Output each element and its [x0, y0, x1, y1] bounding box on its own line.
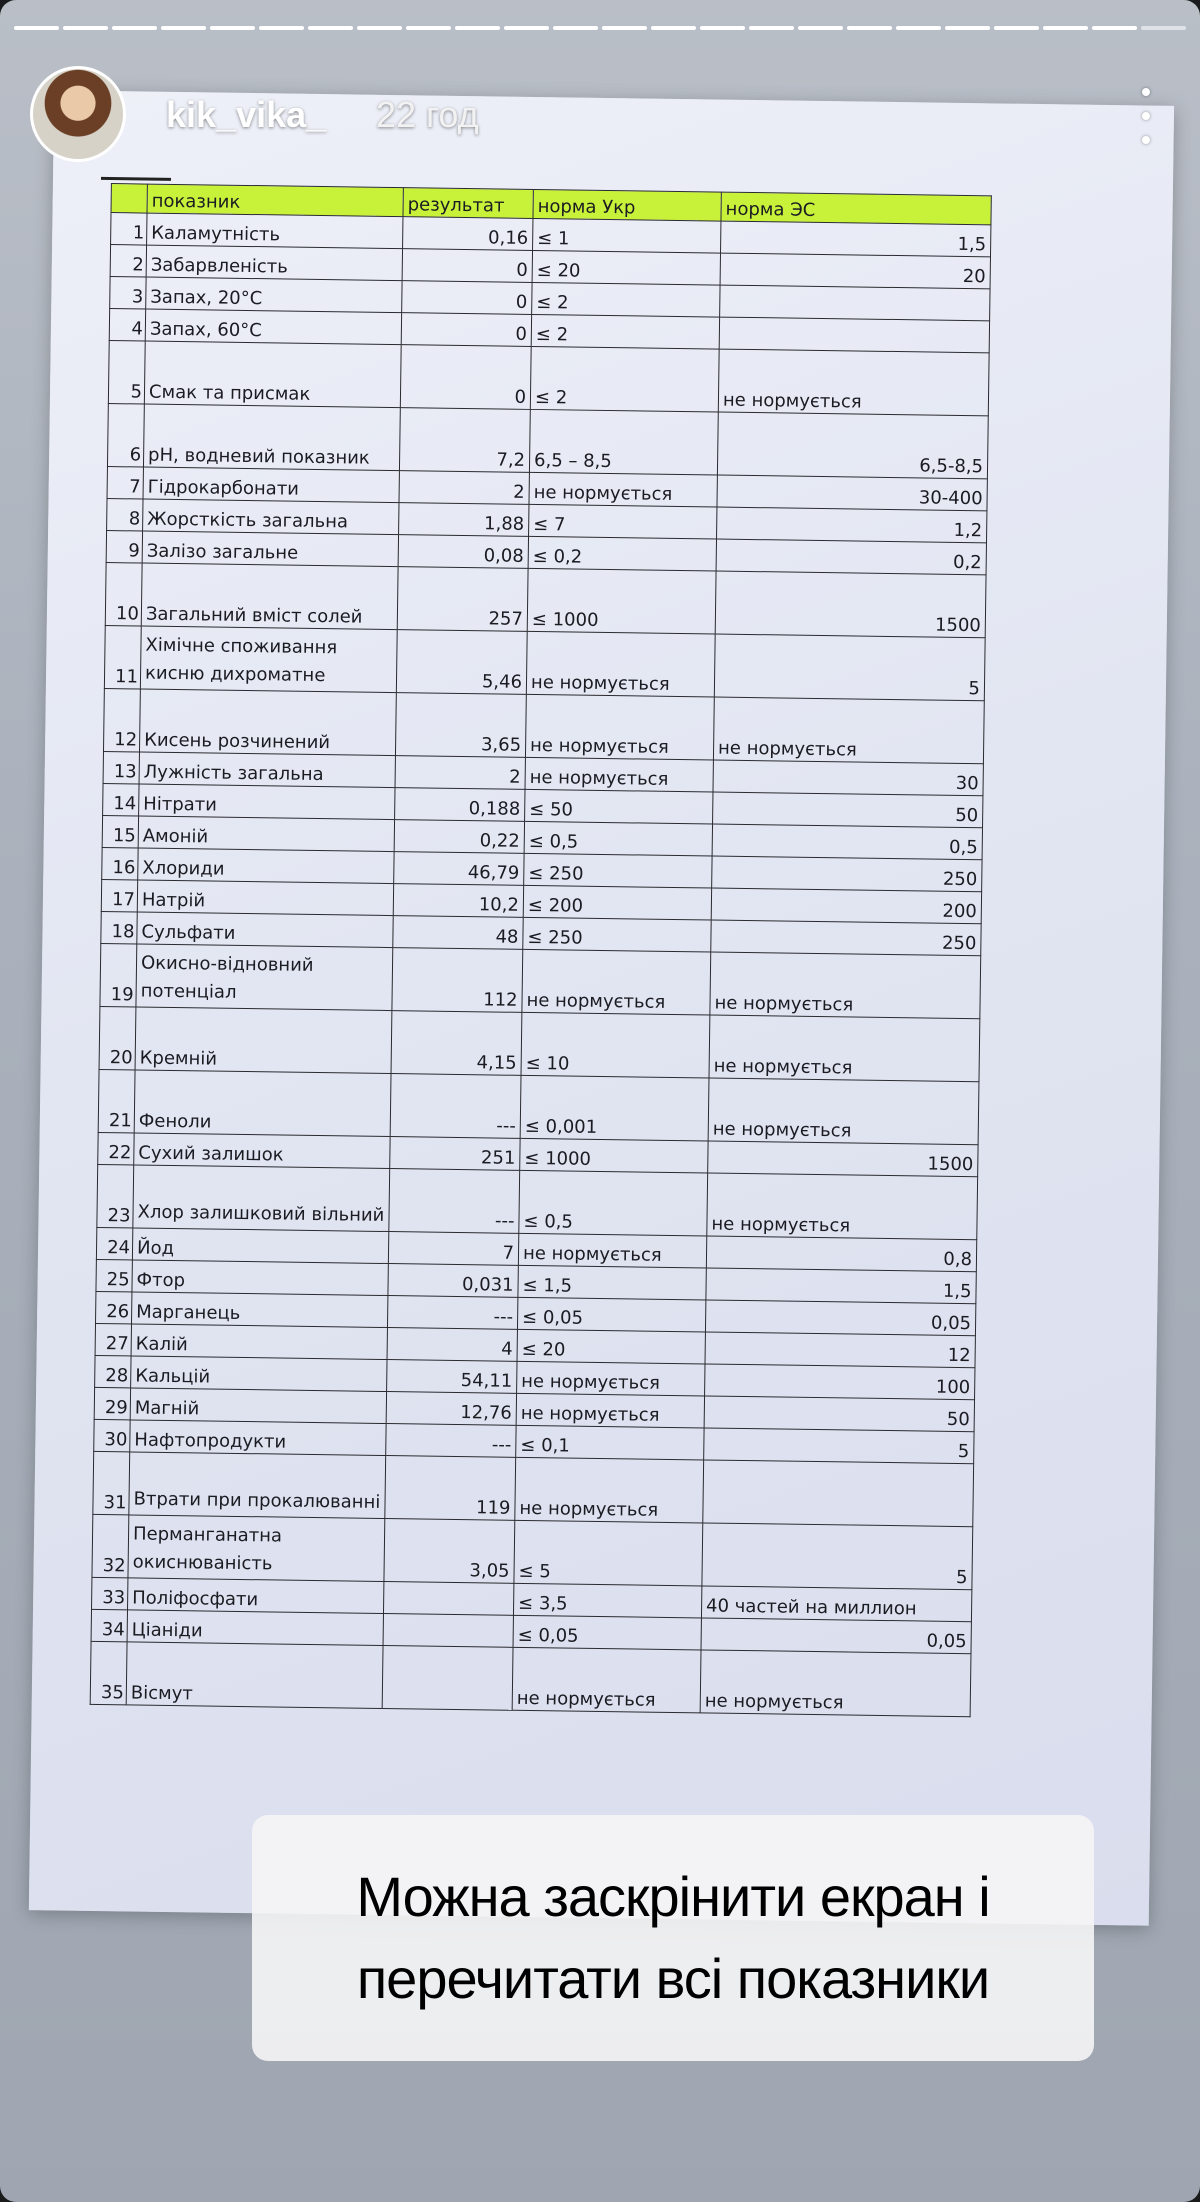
- norm-ukr-value: 6,5 – 8,5: [529, 409, 718, 475]
- result-value: 4,15: [391, 1011, 522, 1076]
- norm-ukr-value: ≤ 20: [532, 250, 720, 285]
- result-value: 119: [385, 1456, 516, 1521]
- result-value: ---: [390, 1074, 521, 1139]
- norm-es-value: 30-400: [717, 475, 987, 511]
- result-value: 0,08: [398, 535, 528, 569]
- norm-ukr-value: ≤ 2: [531, 314, 719, 349]
- row-number: 31: [93, 1451, 130, 1514]
- progress-segment: [210, 26, 255, 30]
- result-value: 46,79: [394, 852, 524, 886]
- indicator-name: Загальний вміст солей: [141, 563, 398, 630]
- row-number: 1: [111, 213, 147, 245]
- result-value: 0: [402, 281, 532, 315]
- row-number: 23: [97, 1164, 134, 1227]
- header-norm-es: норма ЭС: [721, 192, 991, 225]
- norm-es-value: 30: [713, 760, 983, 796]
- norm-ukr-value: ≤ 0,05: [513, 1615, 701, 1650]
- row-number: 12: [103, 689, 140, 752]
- norm-es-value: [703, 1460, 974, 1527]
- progress-segment: [63, 26, 108, 30]
- norm-es-value: не нормується: [709, 1015, 980, 1082]
- progress-segment: [994, 26, 1039, 30]
- row-number: 10: [105, 563, 142, 626]
- norm-ukr-value: не нормується: [516, 1393, 704, 1428]
- norm-ukr-value: ≤ 0,001: [520, 1075, 709, 1141]
- norm-ukr-value: ≤ 0,5: [519, 1170, 708, 1236]
- result-value: 0: [401, 313, 531, 347]
- header-num: [111, 184, 147, 213]
- norm-ukr-value: ≤ 1: [533, 218, 721, 253]
- result-value: 54,11: [387, 1360, 517, 1394]
- norm-es-value: не нормується: [700, 1650, 971, 1717]
- norm-ukr-value: ≤ 20: [517, 1329, 705, 1364]
- row-number: 32: [92, 1514, 129, 1577]
- avatar[interactable]: [30, 66, 126, 162]
- row-number: 26: [96, 1291, 132, 1323]
- indicator-name: Магній: [130, 1388, 386, 1424]
- more-options-icon[interactable]: [1136, 88, 1156, 144]
- indicator-name: Окисно-відновний потенціал: [136, 944, 393, 1011]
- result-value: ---: [389, 1169, 520, 1234]
- indicator-name: Лужність загальна: [139, 752, 395, 788]
- indicator-name: Забарвленість: [146, 245, 402, 281]
- indicator-name: Хлор залишковий вільний: [133, 1165, 390, 1232]
- norm-es-value: 1500: [708, 1141, 978, 1177]
- row-number: 22: [98, 1132, 134, 1164]
- progress-segment: [259, 26, 304, 30]
- indicator-name: Йод: [132, 1228, 388, 1264]
- row-number: 4: [109, 309, 145, 341]
- indicator-name: Запах, 20°С: [146, 277, 402, 313]
- row-number: 13: [103, 752, 139, 784]
- result-value: 2: [395, 756, 525, 790]
- story-caption: [252, 1815, 1094, 2061]
- row-number: 17: [101, 879, 137, 911]
- norm-ukr-value: не нормується: [525, 694, 714, 760]
- result-value: 0: [402, 249, 532, 283]
- header-indicator: показник: [147, 184, 403, 217]
- result-value: 2: [399, 471, 529, 505]
- username[interactable]: kik_vika_: [166, 94, 327, 135]
- norm-es-value: не нормується: [708, 1078, 979, 1145]
- progress-segment: [1141, 26, 1186, 30]
- progress-segment: [847, 26, 892, 30]
- progress-segment: [308, 26, 353, 30]
- row-number: 30: [94, 1419, 130, 1451]
- norm-es-value: 40 частей на миллион: [701, 1586, 971, 1622]
- story-time-ago: 22 год: [376, 94, 479, 135]
- result-value: 7,2: [399, 408, 530, 473]
- progress-segment: [455, 26, 500, 30]
- story-progress-bar: [14, 26, 1186, 30]
- progress-segment: [945, 26, 990, 30]
- norm-ukr-value: ≤ 0,05: [517, 1297, 705, 1332]
- norm-ukr-value: ≤ 10: [521, 1012, 710, 1078]
- indicator-name: Марганець: [132, 1292, 388, 1328]
- progress-segment: [602, 26, 647, 30]
- table-row: [90, 1641, 971, 1716]
- progress-segment: [504, 26, 549, 30]
- norm-es-value: 0,5: [712, 824, 982, 860]
- norm-es-value: 5: [704, 1428, 974, 1464]
- norm-es-value: [719, 317, 989, 353]
- result-value: [383, 1582, 513, 1616]
- indicator-name: рН, водневий показник: [143, 404, 400, 471]
- indicator-name: Жорсткість загальна: [143, 499, 399, 535]
- row-number: 14: [103, 784, 139, 816]
- norm-ukr-value: ≤ 3,5: [513, 1583, 701, 1618]
- indicator-name: Кальцій: [131, 1356, 387, 1392]
- norm-ukr-value: ≤ 1,5: [518, 1265, 706, 1300]
- row-number: 27: [95, 1323, 131, 1355]
- result-value: 4: [387, 1328, 517, 1362]
- row-number: 16: [102, 847, 138, 879]
- indicator-name: Сульфати: [137, 912, 393, 948]
- norm-ukr-value: ≤ 250: [523, 917, 711, 952]
- row-number: 18: [101, 911, 137, 943]
- row-number: 21: [98, 1069, 135, 1132]
- progress-segment: [651, 26, 696, 30]
- indicator-name: Фтор: [132, 1260, 388, 1296]
- norm-es-value: 5: [702, 1523, 973, 1590]
- result-value: 3,05: [384, 1519, 515, 1584]
- norm-es-value: 1500: [715, 571, 986, 638]
- indicator-name: Смак та присмак: [144, 341, 401, 408]
- result-value: 0: [400, 345, 531, 410]
- norm-ukr-value: ≤ 1000: [527, 568, 716, 634]
- norm-es-value: 0,8: [706, 1236, 976, 1272]
- indicator-name: Нітрати: [139, 784, 395, 820]
- story-header: [0, 52, 1200, 182]
- result-value: 10,2: [393, 884, 523, 918]
- result-value: 1,88: [399, 503, 529, 537]
- progress-segment: [161, 26, 206, 30]
- result-value: ---: [387, 1296, 517, 1330]
- norm-ukr-value: не нормується: [517, 1361, 705, 1396]
- result-value: 0,188: [395, 788, 525, 822]
- norm-es-value: 1,5: [721, 221, 991, 257]
- indicator-name: Ціаніди: [127, 1610, 383, 1646]
- norm-ukr-value: ≤ 0,5: [524, 821, 712, 856]
- caption-line-2: перечитати всі показники: [356, 1947, 990, 2010]
- norm-es-value: не нормується: [707, 1173, 978, 1240]
- norm-ukr-value: ≤ 7: [529, 504, 717, 539]
- norm-ukr-value: не нормується: [518, 1233, 706, 1268]
- norm-es-value: 0,2: [716, 539, 986, 575]
- progress-segment: [798, 26, 843, 30]
- result-value: 12,76: [386, 1392, 516, 1426]
- row-number: 29: [94, 1387, 130, 1419]
- result-value: 0,16: [403, 217, 533, 251]
- progress-segment: [1092, 26, 1137, 30]
- row-number: 25: [96, 1259, 132, 1291]
- row-number: 20: [99, 1006, 136, 1069]
- norm-ukr-value: ≤ 5: [514, 1520, 703, 1586]
- norm-es-value: не нормується: [713, 697, 984, 764]
- indicator-name: Гідрокарбонати: [143, 467, 399, 503]
- indicator-name: Нафтопродукти: [130, 1420, 386, 1456]
- norm-es-value: 6,5-8,5: [717, 412, 988, 479]
- norm-es-value: 250: [711, 920, 981, 956]
- norm-es-value: 250: [712, 856, 982, 892]
- norm-es-value: 1,5: [706, 1268, 976, 1304]
- norm-es-value: 50: [704, 1396, 974, 1432]
- indicator-name: Кремній: [135, 1007, 392, 1074]
- row-number: 7: [107, 467, 143, 499]
- indicator-name: Кисень розчинений: [139, 689, 396, 756]
- norm-es-value: 200: [711, 888, 981, 924]
- norm-ukr-value: ≤ 50: [525, 789, 713, 824]
- header-result: результат: [403, 188, 533, 219]
- row-number: 34: [91, 1609, 127, 1641]
- norm-es-value: не нормується: [718, 349, 989, 416]
- norm-es-value: не нормується: [710, 952, 981, 1019]
- result-value: 48: [393, 916, 523, 950]
- row-number: 9: [106, 531, 142, 563]
- result-value: 257: [397, 567, 528, 632]
- norm-es-value: 5: [714, 634, 985, 701]
- progress-segment: [406, 26, 451, 30]
- row-number: 35: [90, 1641, 127, 1704]
- story-photo-document: [29, 90, 1174, 1925]
- indicator-name: Залізо загальне: [142, 531, 398, 567]
- norm-ukr-value: ≤ 0,2: [528, 536, 716, 571]
- indicator-name: Феноли: [134, 1070, 391, 1137]
- norm-es-value: 1,2: [717, 507, 987, 543]
- indicator-name: Запах, 60°С: [145, 309, 401, 345]
- row-number: 33: [92, 1577, 128, 1609]
- progress-segment: [112, 26, 157, 30]
- norm-es-value: 100: [705, 1364, 975, 1400]
- progress-segment: [14, 26, 59, 30]
- row-number: 3: [110, 277, 146, 309]
- norm-es-value: 20: [720, 253, 990, 289]
- row-number: 8: [107, 499, 143, 531]
- indicator-name: Каламутність: [147, 213, 403, 249]
- row-number: 28: [95, 1355, 131, 1387]
- norm-ukr-value: не нормується: [515, 1457, 704, 1523]
- norm-ukr-value: ≤ 0,1: [516, 1425, 704, 1460]
- result-value: 5,46: [396, 630, 527, 695]
- norm-ukr-value: не нормується: [529, 472, 717, 507]
- progress-segment: [700, 26, 745, 30]
- progress-segment: [1043, 26, 1088, 30]
- indicator-name: Хлориди: [138, 848, 394, 884]
- header-norm-ukr: норма Укр: [533, 189, 721, 221]
- norm-ukr-value: не нормується: [512, 1647, 701, 1713]
- indicator-name: Натрій: [137, 880, 393, 916]
- norm-ukr-value: ≤ 200: [523, 885, 711, 920]
- indicator-name: Вісмут: [126, 1642, 383, 1709]
- result-value: 0,22: [394, 820, 524, 854]
- result-value: 251: [390, 1137, 520, 1171]
- indicator-name: Амоній: [138, 816, 394, 852]
- row-number: 5: [108, 341, 145, 404]
- row-number: 15: [102, 815, 138, 847]
- water-analysis-table: [90, 183, 992, 1717]
- progress-segment: [553, 26, 598, 30]
- norm-es-value: 12: [705, 1332, 975, 1368]
- norm-es-value: 0,05: [705, 1300, 975, 1336]
- indicator-name: Калій: [131, 1324, 387, 1360]
- result-value: ---: [386, 1424, 516, 1458]
- row-number: 24: [96, 1227, 132, 1259]
- norm-es-value: 50: [713, 792, 983, 828]
- row-number: 2: [110, 245, 146, 277]
- caption-line-1: Можна заскрінити екран і: [356, 1865, 990, 1928]
- norm-ukr-value: не нормується: [522, 949, 711, 1015]
- norm-ukr-value: ≤ 1000: [520, 1138, 708, 1173]
- result-value: 0,031: [388, 1264, 518, 1298]
- result-value: [383, 1613, 513, 1647]
- indicator-name: Втрати при прокалюванні: [129, 1452, 386, 1519]
- row-number: 11: [104, 626, 141, 689]
- norm-es-value: 0,05: [701, 1618, 971, 1654]
- result-value: 7: [388, 1232, 518, 1266]
- indicator-name: Перманганатна окиснюваність: [128, 1515, 385, 1582]
- progress-segment: [896, 26, 941, 30]
- progress-segment: [357, 26, 402, 30]
- progress-segment: [749, 26, 794, 30]
- row-number: 6: [107, 404, 144, 467]
- indicator-name: Поліфосфати: [128, 1578, 384, 1614]
- result-value: 112: [392, 948, 523, 1013]
- norm-ukr-value: ≤ 2: [532, 282, 720, 317]
- norm-ukr-value: не нормується: [525, 757, 713, 792]
- norm-ukr-value: ≤ 2: [530, 346, 719, 412]
- norm-es-value: [720, 285, 990, 321]
- result-value: 3,65: [395, 693, 526, 758]
- result-value: [382, 1645, 513, 1710]
- indicator-name: Хімічне споживання кисню дихроматне: [140, 626, 397, 693]
- row-number: 19: [100, 943, 137, 1006]
- norm-ukr-value: ≤ 250: [524, 853, 712, 888]
- indicator-name: Сухий залишок: [134, 1133, 390, 1169]
- norm-ukr-value: не нормується: [526, 631, 715, 697]
